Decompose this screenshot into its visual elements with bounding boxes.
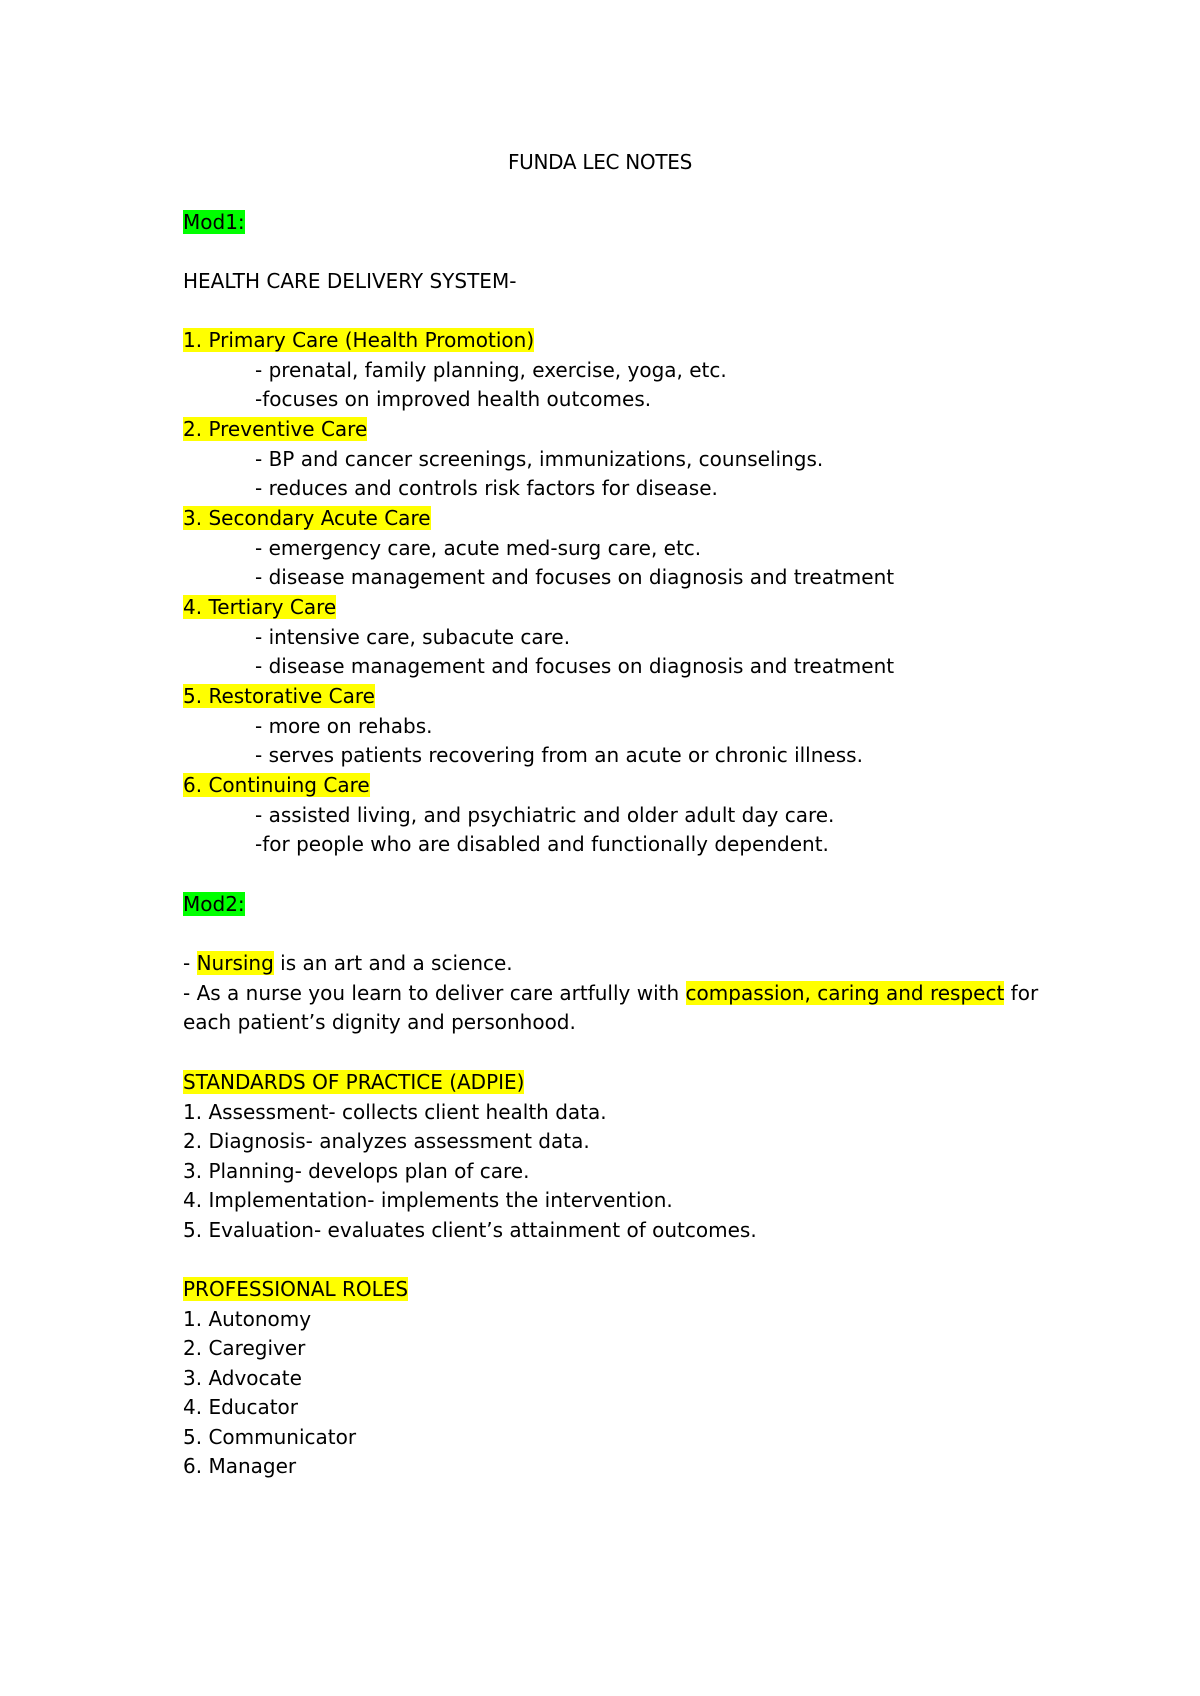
roles-item: 1. Autonomy: [183, 1307, 312, 1331]
nurse-care-statement-continued: each patient’s dignity and personhood.: [183, 1010, 576, 1034]
nursing-definition: - Nursing is an art and a science.: [183, 951, 513, 975]
care-item-label: 3. Secondary Acute Care: [183, 506, 431, 530]
mod1-label: Mod1:: [183, 210, 245, 234]
care-item-note: - intensive care, subacute care.: [255, 625, 571, 649]
care-item-label: 5. Restorative Care: [183, 684, 375, 708]
standards-item: 1. Assessment- collects client health data.: [183, 1100, 607, 1124]
standards-item: 3. Planning- develops plan of care.: [183, 1159, 530, 1183]
nursing-highlight: Nursing: [196, 951, 274, 975]
care-item-note: - disease management and focuses on diagnosis and treatment: [255, 565, 895, 589]
care-item-note: - BP and cancer screenings, immunizations, counselings.: [255, 447, 824, 471]
care-item-label: 1. Primary Care (Health Promotion): [183, 328, 535, 352]
roles-item: 6. Manager: [183, 1454, 297, 1478]
mod2-label: Mod2:: [183, 892, 245, 916]
care-item-label: 2. Preventive Care: [183, 417, 368, 441]
standards-heading: STANDARDS OF PRACTICE (ADPIE): [183, 1070, 525, 1094]
care-item-note: - emergency care, acute med-surg care, etc.: [255, 536, 702, 560]
care-item-note: - assisted living, and psychiatric and older adult day care.: [255, 803, 835, 827]
care-item-note: - prenatal, family planning, exercise, yoga, etc.: [255, 358, 727, 382]
standards-item: 5. Evaluation- evaluates client’s attainment of outcomes.: [183, 1218, 757, 1242]
care-item-note: - more on rehabs.: [255, 714, 433, 738]
roles-heading: PROFESSIONAL ROLES: [183, 1277, 409, 1301]
standards-item: 2. Diagnosis- analyzes assessment data.: [183, 1129, 590, 1153]
care-item-note: - serves patients recovering from an acute or chronic illness.: [255, 743, 863, 767]
document-title: FUNDA LEC NOTES: [507, 150, 693, 174]
care-item-note: -focuses on improved health outcomes.: [255, 387, 652, 411]
roles-item: 4. Educator: [183, 1395, 298, 1419]
roles-item: 3. Advocate: [183, 1366, 302, 1390]
care-item-label: 4. Tertiary Care: [183, 595, 337, 619]
care-item-note: -for people who are disabled and functionally dependent.: [255, 832, 829, 856]
nurse-care-statement: - As a nurse you learn to deliver care artfully with compassion, caring and respect for: [183, 981, 1039, 1005]
roles-item: 5. Communicator: [183, 1425, 357, 1449]
standards-item: 4. Implementation- implements the intervention.: [183, 1188, 673, 1212]
care-item-note: - disease management and focuses on diagnosis and treatment: [255, 654, 895, 678]
roles-item: 2. Caregiver: [183, 1336, 306, 1360]
compassion-highlight: compassion, caring and respect: [685, 981, 1005, 1005]
care-item-note: - reduces and controls risk factors for disease.: [255, 476, 718, 500]
care-item-label: 6. Continuing Care: [183, 773, 370, 797]
health-care-delivery-heading: HEALTH CARE DELIVERY SYSTEM-: [183, 269, 517, 293]
